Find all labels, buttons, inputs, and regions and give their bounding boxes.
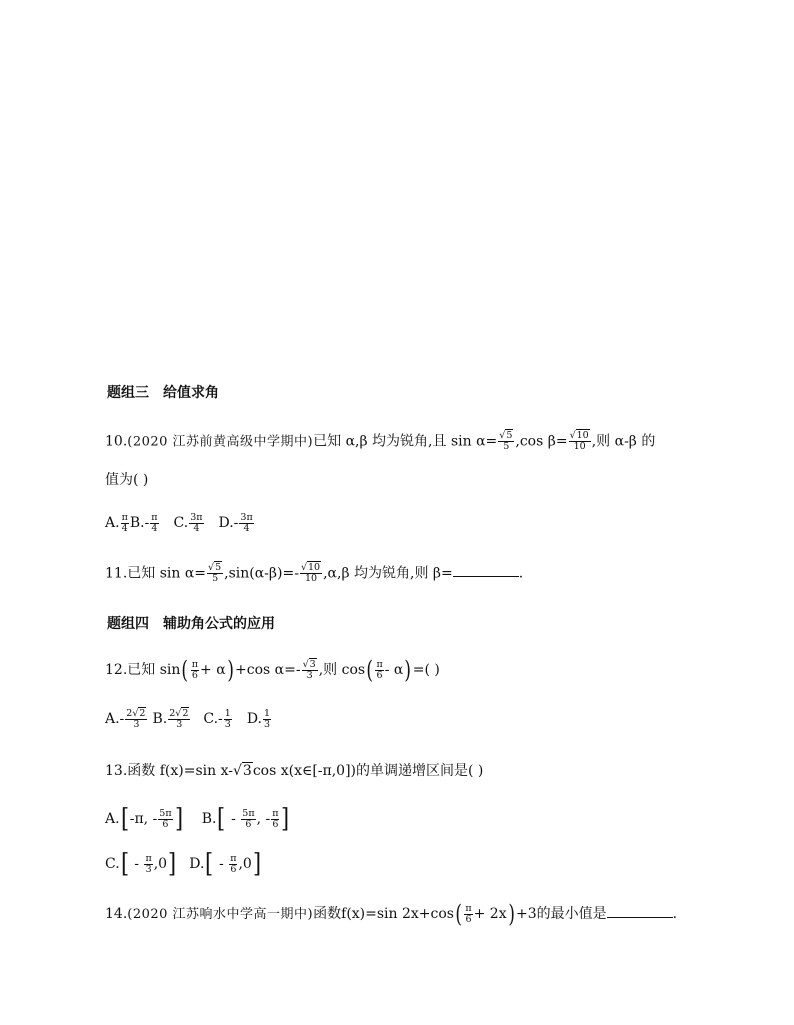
option-b: B.- $\frac{\pi}{4}$ <box>129 512 158 534</box>
question-text: ,则 α-β 的 <box>591 433 656 450</box>
option-d: D. $\frac{1}{3}$ <box>246 708 271 730</box>
option-a: A. $\frac{\pi}{4}$ <box>105 512 128 534</box>
section-subtitle: 给值求角 <box>163 385 219 401</box>
option-c: C.[ - $\frac{\pi}{3}$ ,0] <box>105 849 177 879</box>
question-number: 12. <box>105 662 128 678</box>
question-13: 13.函数 f(x)=sin x-√3cos x(x∈[-π,0])的单调递增区间是( ) <box>105 763 484 779</box>
section-title: 题组四 <box>107 616 149 632</box>
option-a: A.- $\frac{2√2}{3}$ <box>105 708 146 730</box>
question-13-options-ab <box>105 806 291 832</box>
question-text: cos x(x∈[-π,0])的单调递增区间是( ) <box>252 763 484 779</box>
section-heading-4 <box>107 617 275 631</box>
question-number: 11. <box>105 565 128 582</box>
question-number: 13. <box>105 763 128 779</box>
question-source: (2020 江苏前黄高级中学期中) <box>127 434 314 450</box>
question-source: (2020 江苏响水中学高一期中) <box>127 907 314 922</box>
question-text: 已知 sin <box>127 662 181 678</box>
question-13-options-cd <box>105 851 262 877</box>
fraction: $\frac{√5}{5}$ <box>499 430 513 452</box>
option-d: D.[ - $\frac{\pi}{6}$ ,0] <box>189 849 261 879</box>
question-text: 函数f(x)=sin 2x+cos <box>313 906 454 922</box>
question-text: +cos α=- <box>235 662 301 678</box>
question-12: 12.已知 sin( $\frac{\pi}{6}$ + α)+cos α=- $\frac{√3}{3}$ ,则 cos( $\frac{\pi}{6}$ - α)=( ) <box>105 656 440 684</box>
section-heading-3 <box>107 386 219 400</box>
question-number: 10. <box>105 433 128 450</box>
fraction: $\frac{√3}{3}$ <box>302 658 316 681</box>
section-subtitle: 辅助角公式的应用 <box>163 616 275 632</box>
question-text: 函数 f(x)=sin x- <box>127 763 233 779</box>
question-10-line-1 <box>105 431 655 452</box>
question-text: 已知 sin α= <box>127 565 207 582</box>
fraction: $\frac{√5}{5}$ <box>208 562 222 584</box>
option-c: C.- $\frac{1}{3}$ <box>203 708 231 730</box>
question-text: ,α,β 均为锐角,则 β= <box>323 565 453 582</box>
question-text: ,sin(α-β)=- <box>224 565 299 582</box>
question-text: ,则 cos <box>318 662 366 678</box>
option-b: B.[ - $\frac{5\pi}{6}$ , - $\frac{\pi}{6}$ ] <box>201 804 290 834</box>
option-b: B. $\frac{2√2}{3}$ <box>152 708 189 730</box>
question-11: 11.已知 sin α= $\frac{√5}{5}$ ,sin(α-β)=- $\frac{√10}{10}$ ,α,β 均为锐角,则 β= . <box>105 562 524 584</box>
option-d: D.- $\frac{3\pi}{4}$ <box>218 512 253 534</box>
question-10-line-2: 值为( ) <box>105 472 149 488</box>
fraction: $\frac{√10}{10}$ <box>300 562 321 584</box>
question-text: ,cos β= <box>515 433 568 450</box>
option-a: A.[-π, - $\frac{5\pi}{6}$ ] <box>105 804 183 834</box>
question-14: 14.(2020 江苏响水中学高一期中)函数f(x)=sin 2x+cos( $\frac{\pi}{6}$ + 2x)+3的最小值是 . <box>105 900 678 928</box>
answer-blank[interactable] <box>453 576 519 577</box>
answer-blank[interactable] <box>607 917 673 918</box>
question-text: 已知 α,β 均为锐角,且 sin α= <box>313 433 498 450</box>
section-title: 题组三 <box>107 385 149 401</box>
question-12-options <box>105 709 272 730</box>
fraction: $\frac{√10}{10}$ <box>569 430 589 452</box>
question-text: +3的最小值是 <box>515 906 607 922</box>
question-10-options <box>105 513 255 534</box>
question-text: =( ) <box>412 662 440 678</box>
question-number: 14. <box>105 906 128 922</box>
option-c: C. $\frac{3\pi}{4}$ <box>173 512 203 534</box>
